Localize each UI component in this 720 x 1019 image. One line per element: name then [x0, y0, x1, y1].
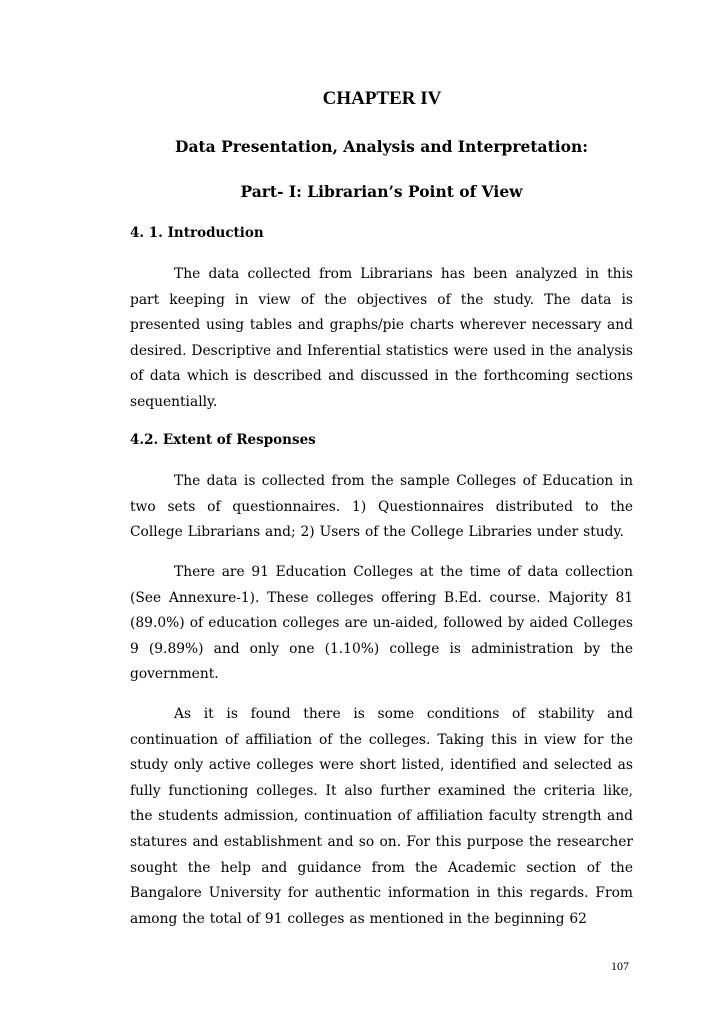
paragraph-introduction: The data collected from Librarians has been analyzed in this part keeping in view of the objectives of the study. The data is presented using tables and graphs/pie charts wherever necessary and desired. Descriptive and Inferential statistics were used in the analysis of data which is described and discussed in the forthcoming sections sequentially. — [130, 266, 633, 410]
chapter-title: CHAPTER IV — [322, 88, 442, 109]
part-subheading: Part- I: Librarian’s Point of View — [240, 182, 523, 201]
section-title-introduction: 4. 1. Introduction — [130, 225, 264, 241]
paragraph-questionnaires: The data is collected from the sample Colleges of Education in two sets of questionnaires. 1) Questionnaires distributed to the College Librarians and; 2) Users of the College Libraries under study. — [130, 473, 633, 541]
section-title-extent-of-responses: 4.2. Extent of Responses — [130, 432, 316, 448]
paragraph-college-selection: As it is found there is some conditions of stability and continuation of affiliation of the colleges. Taking this in view for the study only active colleges were short listed, identified and selected as fully functioning colleges. It also further examined the criteria like, the students admission, continuation of affiliation faculty strength and statures and establishment and so on. For this purpose the researcher sought the help and guidance from the Academic section of the Bangalore University for authentic information in this regards. From among the total of 91 colleges as mentioned in the beginning 62 — [130, 706, 633, 927]
section-heading: Data Presentation, Analysis and Interpretation: — [175, 137, 588, 156]
paragraph-college-counts: There are 91 Education Colleges at the time of data collection (See Annexure-1). These colleges offering B.Ed. course. Majority 81 (89.0%) of education colleges are un-aided, followed by aided Colleges 9 (9.89%) and only one (1.10%) college is administration by the government. — [130, 564, 633, 683]
page-number: 107 — [611, 959, 629, 973]
